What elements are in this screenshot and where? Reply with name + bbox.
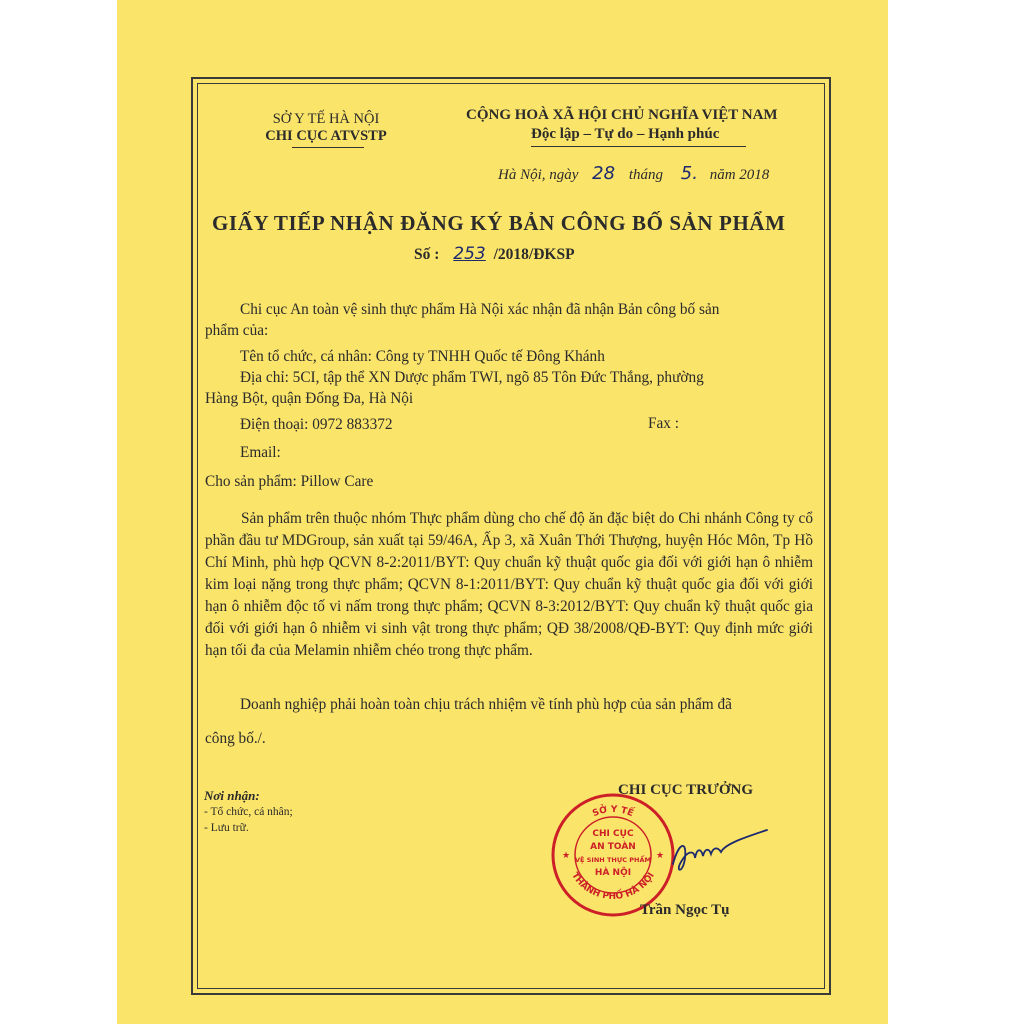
recipient-item: - Lưu trữ. [204,822,249,834]
organization-name: Tên tổ chức, cá nhân: Công ty TNHH Quốc tế Đông Khánh [240,348,605,365]
nation-title: CỘNG HOÀ XÃ HỘI CHỦ NGHĨA VIỆT NAM [466,107,778,123]
recipient-item: - Tổ chức, cá nhân; [204,806,293,818]
stamp-line-2: AN TOÀN [590,842,636,852]
date-year: năm 2018 [709,167,770,183]
number-value: 253 [453,244,486,264]
signer-name: Trần Ngọc Tụ [640,902,730,918]
date-place: Hà Nội, ngày [498,167,579,183]
date-month: 5. [680,163,698,184]
stamp-outer-bottom: THÀNH PHỐ HÀ NỘI [569,870,657,903]
conformity-paragraph: Sản phẩm trên thuộc nhóm Thực phẩm dùng cho chế độ ăn đặc biệt do Chi nhánh Công ty cổ phần đầu tư MDGroup, sản xuất tại 59/46A, Ấp 3, xã Xuân Thới Thượng, huyện Hóc Môn, Tp Hồ Chí Minh, phù hợp QCVN 8-2:2011/BYT: Quy chuẩn kỹ thuật quốc gia đối với giới hạn ô nhiễm kim loại nặng trong thực phẩm; QCVN 8-1:2011/BYT: Quy chuẩn kỹ thuật quốc gia đối với giới hạn ô nhiễm độc tố vi nấm trong thực phẩm; QCVN 8-3:2012/BYT: Quy chuẩn kỹ thuật quốc gia đối với giới hạn ô nhiễm vi sinh vật trong thực phẩm; QĐ 38/2008/QĐ-BYT: Quy định mức giới hạn tối đa của Melamin nhiễm chéo trong thực phẩm. [205,510,813,659]
agency-underline [292,147,364,148]
address-line-2: Hàng Bột, quận Đống Đa, Hà Nội [205,390,414,407]
motto-underline [531,146,746,147]
stamp-line-3: VỆ SINH THỰC PHẨM [574,856,652,864]
document-number [414,244,575,264]
stamp-outer-top: SỞ Y TẾ [591,804,635,820]
address-line-1: Địa chỉ: 5CI, tập thể XN Dược phẩm TWI, ngõ 85 Tôn Đức Thắng, phường [240,369,704,386]
number-suffix: /2018/ĐKSP [493,246,575,263]
responsibility-line-2: công bố./. [205,730,266,747]
document-title: GIẤY TIẾP NHẬN ĐĂNG KÝ BẢN CÔNG BỐ SẢN PHẨM [212,211,786,235]
fax-label: Fax : [648,415,680,432]
handwritten-signature [665,822,775,882]
email-label: Email: [240,444,281,461]
recipients-label: Nơi nhận: [204,788,260,803]
date-month-label: tháng [628,167,663,183]
intro-line-2: phẩm của: [205,322,269,339]
stamp-line-4: HÀ NỘI [594,868,632,878]
agency-subdivision: CHI CỤC ATVSTP [265,128,387,144]
stamp-line-1: CHI CỤC [592,829,634,839]
signer-role: CHI CỤC TRƯỞNG [618,782,754,798]
phone-number: Điện thoại: 0972 883372 [240,416,393,433]
number-label: Số : [414,246,440,263]
intro-line-1: Chi cục An toàn vệ sinh thực phẩm Hà Nội xác nhận đã nhận Bản công bố sản [240,301,720,318]
date-day: 28 [592,163,616,184]
responsibility-line-1: Doanh nghiệp phải hoàn toàn chịu trách nhiệm về tính phù hợp của sản phẩm đã [240,696,732,713]
official-stamp [548,790,678,920]
agency-name: SỞ Y TẾ HÀ NỘI [272,111,380,127]
nation-motto: Độc lập – Tự do – Hạnh phúc [531,126,720,142]
star-icon: ★ [655,851,665,861]
star-icon: ★ [561,851,571,861]
date-line [498,163,769,184]
product-name: Cho sản phẩm: Pillow Care [205,473,374,490]
